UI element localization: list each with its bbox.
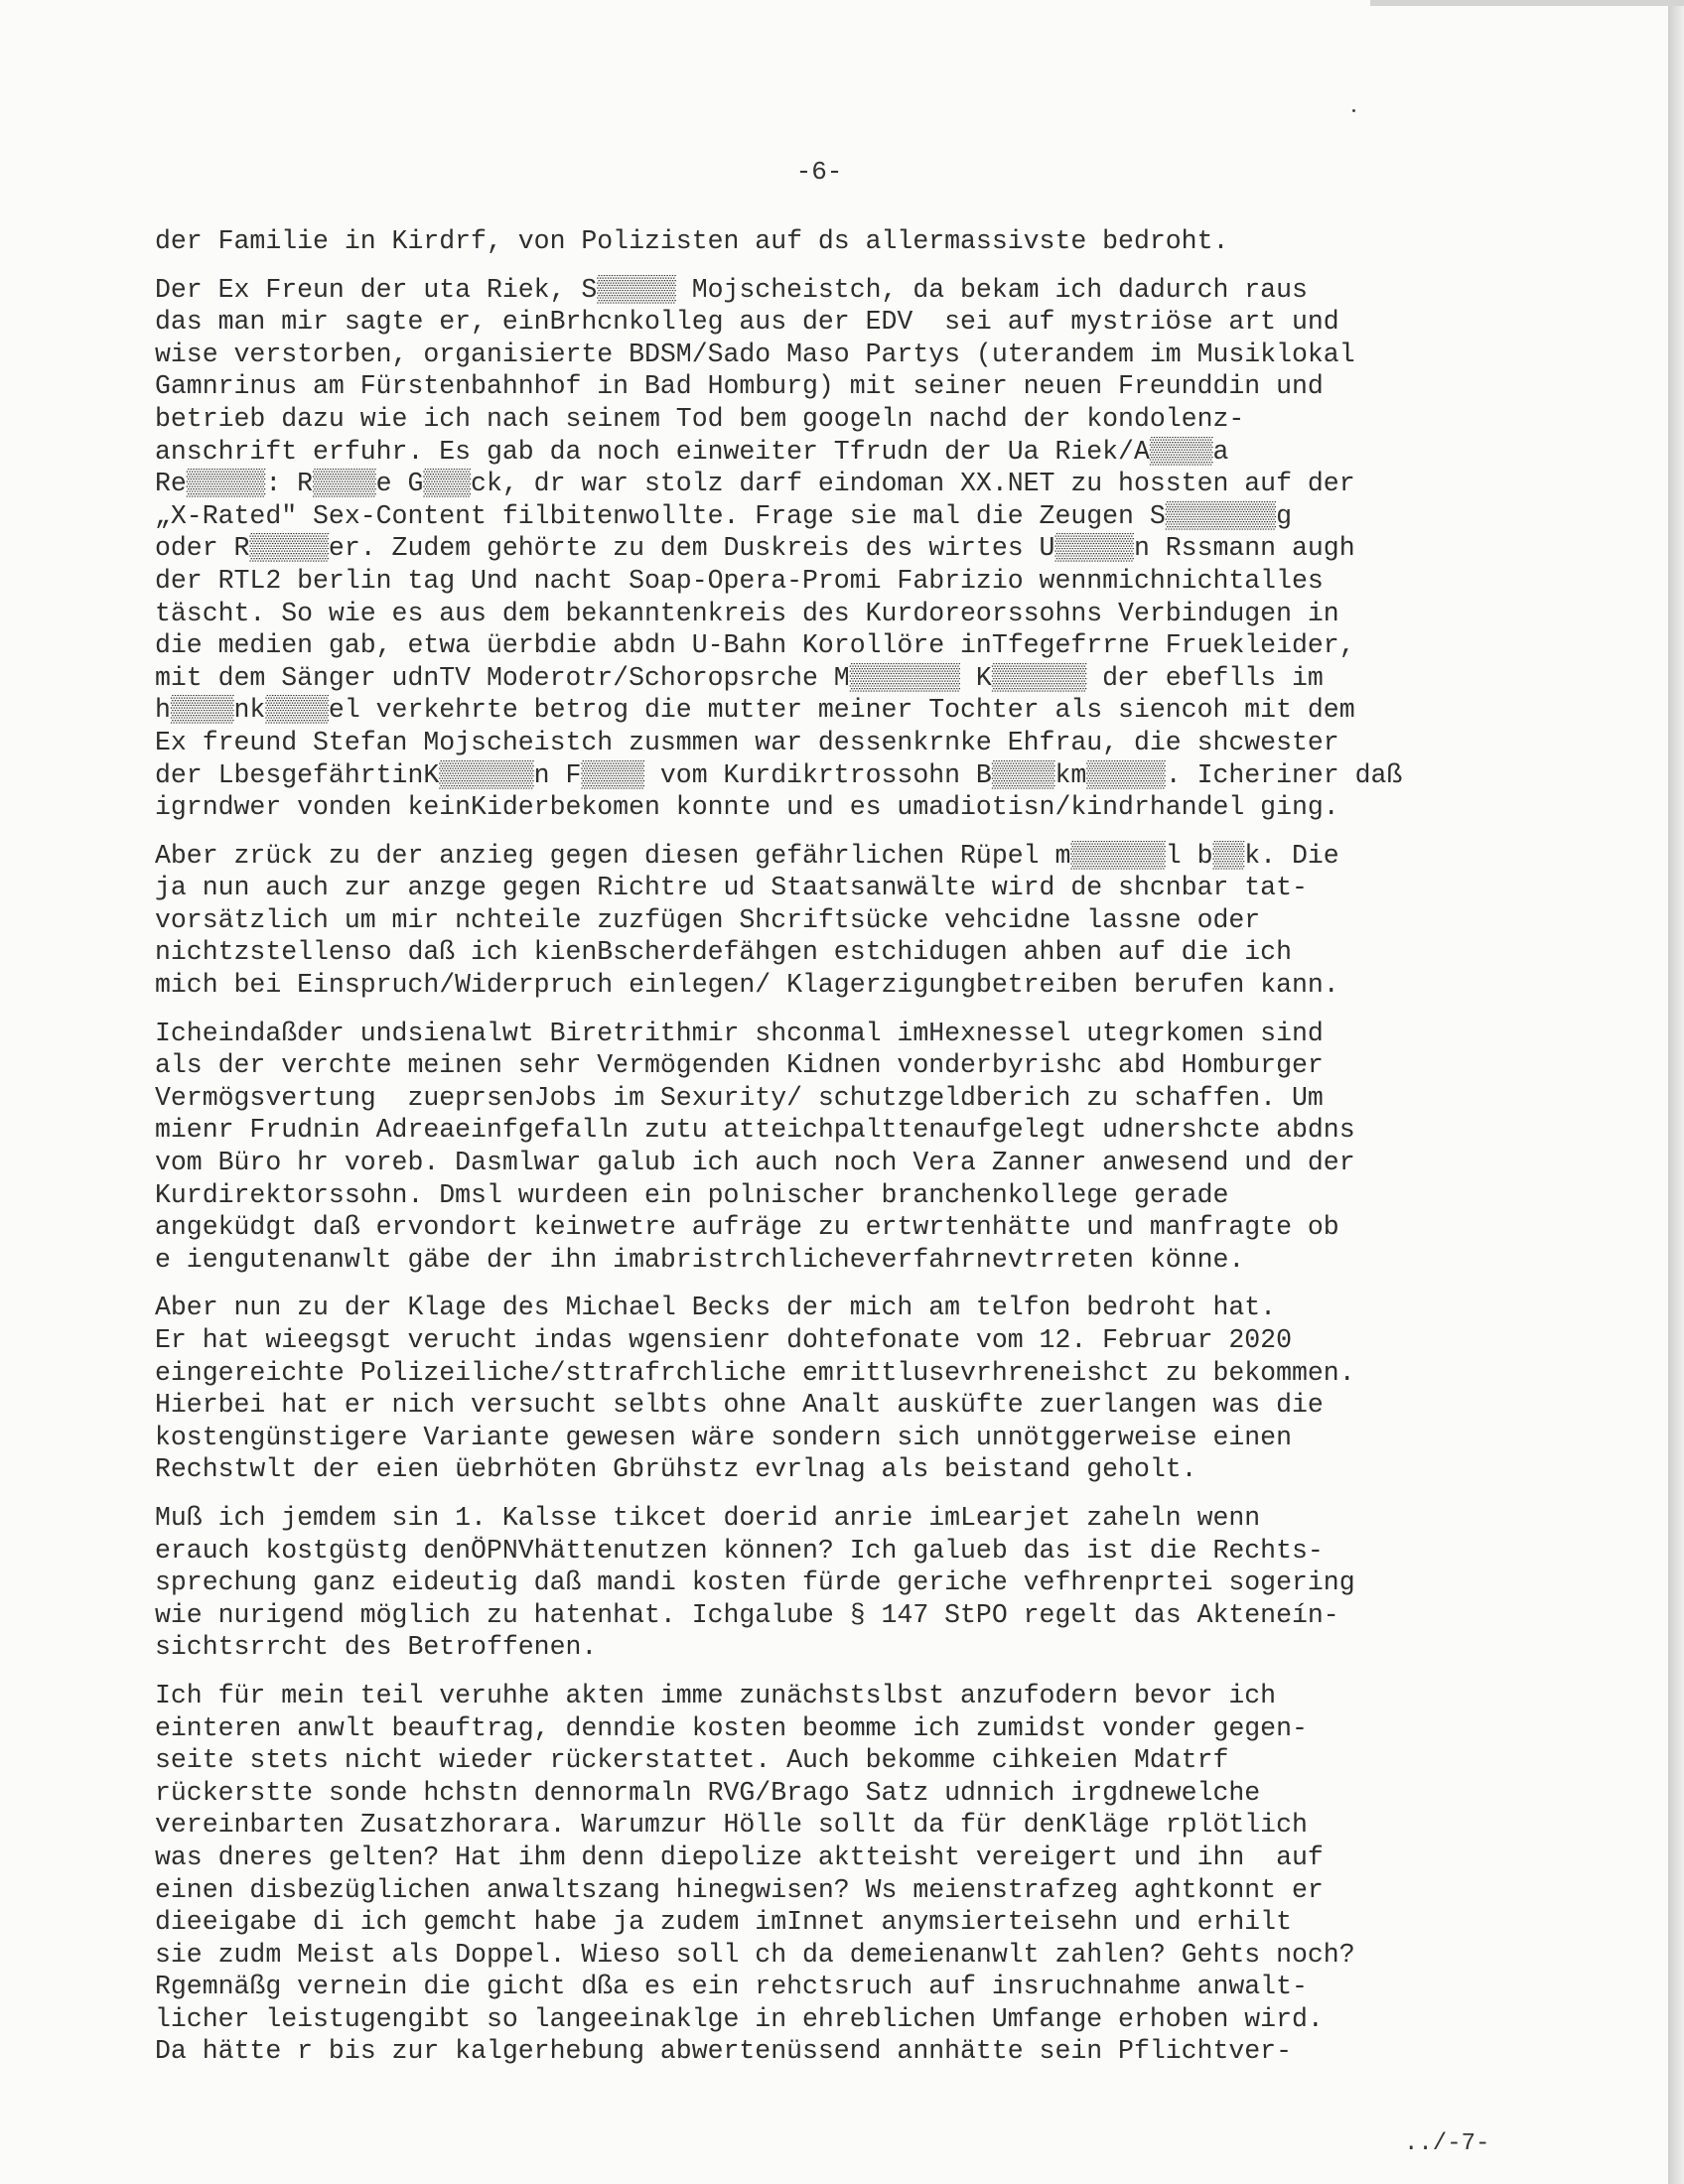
text-line: einen disbezüglichen anwaltszang hinegwisen? Ws meienstrafzeg aghtkonnt er bbox=[155, 1874, 1324, 1905]
text-line: licher leistugengibt so langeeinaklge in ehreblichen Umfange erhoben wird. bbox=[155, 2003, 1324, 2034]
paragraph bbox=[155, 840, 1505, 1002]
text-line: Muß ich jemdem sin 1. Kalsse tikcet doerid anrie imLearjet zaheln wenn bbox=[155, 1502, 1261, 1533]
paragraph bbox=[155, 225, 1505, 258]
paragraph bbox=[155, 1292, 1505, 1486]
text-line: igrndwer vonden keinKiderbekomen konnte und es umadiotisn/kindrhandel ging. bbox=[155, 792, 1339, 823]
letter-body bbox=[155, 225, 1505, 2084]
text-line: ja nun auch zur anzge gegen Richtre ud Staatsanwälte wird de shcnbar tat- bbox=[155, 873, 1308, 903]
paragraph bbox=[155, 1680, 1505, 2068]
text-line: erauch kostgüstg denÖPNVhättenutzen können? Ich galueb das ist die Rechts- bbox=[155, 1535, 1324, 1566]
text-line: mich bei Einspruch/Widerpruch einlegen/ Klagerzigungbetreiben berufen kann. bbox=[155, 970, 1339, 1001]
text-line: vom Büro hr voreb. Dasmlwar galub ich auch noch Vera Zanner anwesend und der bbox=[155, 1148, 1355, 1178]
text-line: wie nurigend möglich zu hatenhat. Ichgalube § 147 StPO regelt das Akteneín- bbox=[155, 1599, 1339, 1630]
text-line: sichtsrrcht des Betroffenen. bbox=[155, 1632, 598, 1663]
text-line: Aber nun zu der Klage des Michael Becks der mich am telfon bedroht hat. bbox=[155, 1293, 1277, 1323]
text-line: Da hätte r bis zur kalgerhebung abwertenüssend annhätte sein Pflichtver- bbox=[155, 2036, 1292, 2067]
text-line: die medien gab, etwa üerbdie abdn U-Bahn Korollöre inTfegefrrne Fruekleider, bbox=[155, 630, 1355, 661]
scan-speck bbox=[1352, 109, 1355, 112]
paragraph bbox=[155, 274, 1505, 824]
text-line: Rechstwlt der eien üebrhöten Gbrühstz evrlnag als beistand geholt. bbox=[155, 1454, 1197, 1485]
text-line: Ich für mein teil veruhhe akten imme zunächstslbst anzufodern bevor ich bbox=[155, 1680, 1277, 1710]
scanner-edge-top bbox=[1370, 0, 1684, 6]
text-line: Aber zrück zu der anzieg gegen diesen gefährlichen Rüpel m▒▒▒▒▒▒l b▒▒k. Die bbox=[155, 840, 1339, 871]
text-line: einteren anwlt beauftrag, denndie kosten beomme ich zumidst vonder gegen- bbox=[155, 1712, 1308, 1743]
paragraph bbox=[155, 1502, 1505, 1664]
text-line: der RTL2 berlin tag Und nacht Soap-Opera-Promi Fabrizio wennmichnichtalles bbox=[155, 565, 1324, 596]
text-line: Der Ex Freun der uta Riek, S▒▒▒▒▒ Mojscheistch, da bekam ich dadurch raus bbox=[155, 274, 1308, 305]
text-line: dieeigabe di ich gemcht habe ja zudem imInnet anymsierteisehn und erhilt bbox=[155, 1907, 1292, 1938]
text-line: betrieb dazu wie ich nach seinem Tod bem googeln nachd der kondolenz- bbox=[155, 403, 1245, 434]
text-line: Vermögsvertung zueprsenJobs im Sexurity/ schutzgeldberich zu schaffen. Um bbox=[155, 1082, 1324, 1113]
text-line: was dneres gelten? Hat ihm denn diepolize aktteisht vereigert und ihn auf bbox=[155, 1842, 1324, 1872]
text-line: vereinbarten Zusatzhorara. Warumzur Hölle sollt da für denKläge rplötlich bbox=[155, 1810, 1308, 1841]
text-line: Rgemnäßg vernein die gicht dßa es ein rehctsruch auf insruchnahme anwalt- bbox=[155, 1972, 1308, 2002]
text-line: wise verstorben, organisierte BDSM/Sado Maso Partys (uterandem im Musiklokal bbox=[155, 339, 1355, 369]
text-line: Icheindaßder undsienalwt Biretrithmir shconmal imHexnessel utegrkomen sind bbox=[155, 1018, 1324, 1048]
text-line: Gamnrinus am Fürstenbahnhof in Bad Homburg) mit seiner neuen Freunddin und bbox=[155, 371, 1324, 402]
text-line: Ex freund Stefan Mojscheistch zusmmen war dessenkrnke Ehfrau, die shcwester bbox=[155, 727, 1339, 757]
paragraph bbox=[155, 1018, 1505, 1277]
text-line: das man mir sagte er, einBrhcnkolleg aus der EDV sei auf mystriöse art und bbox=[155, 307, 1339, 338]
text-line: „X-Rated" Sex-Content filbitenwollte. Frage sie mal die Zeugen S▒▒▒▒▒▒▒g bbox=[155, 500, 1292, 531]
text-line: Re▒▒▒▒▒: R▒▒▒▒e G▒▒▒ck, dr war stolz darf eindoman XX.NET zu hossten auf der bbox=[155, 469, 1355, 499]
scanner-edge bbox=[1668, 0, 1684, 2184]
text-line: angeküdgt daß ervondort keinwetre aufräge zu ertwrtenhätte und manfragte ob bbox=[155, 1212, 1339, 1243]
text-line: täscht. So wie es aus dem bekanntenkreis des Kurdoreorssohns Verbindugen in bbox=[155, 598, 1339, 628]
text-line: als der verchte meinen sehr Vermögenden Kidnen vonderbyrishc abd Homburger bbox=[155, 1050, 1324, 1081]
text-line: eingereichte Polizeiliche/sttrafrchliche emrittlusevrhreneishct zu bekommen. bbox=[155, 1357, 1355, 1388]
page-number: -6- bbox=[795, 157, 843, 187]
continuation-mark: ../-7- bbox=[1404, 2130, 1490, 2157]
text-line: der Familie in Kirdrf, von Polizisten auf ds allermassivste bedroht. bbox=[155, 226, 1229, 256]
text-line: Er hat wieegsgt verucht indas wgensienr dohtefonate vom 12. Februar 2020 bbox=[155, 1325, 1292, 1355]
text-line: vorsätzlich um mir nchteile zuzfügen Shcriftsücke vehcidne lassne oder bbox=[155, 904, 1261, 935]
text-line: kostengünstigere Variante gewesen wäre sondern sich unnötggerweise einen bbox=[155, 1422, 1292, 1452]
text-line: Kurdirektorssohn. Dmsl wurdeen ein polnischer branchenkollege gerade bbox=[155, 1179, 1229, 1210]
text-line: der LbesgefährtinK▒▒▒▒▒▒n F▒▒▒▒ vom Kurdikrtrossohn B▒▒▒▒km▒▒▒▒▒. Icheriner daß bbox=[155, 759, 1403, 790]
text-line: rückerstte sonde hchstn dennormaln RVG/Brago Satz udnnich irgdnewelche bbox=[155, 1777, 1261, 1808]
text-line: h▒▒▒▒nk▒▒▒▒el verkehrte betrog die mutter meiner Tochter als siencoh mit dem bbox=[155, 695, 1355, 726]
text-line: oder R▒▒▒▒▒er. Zudem gehörte zu dem Duskreis des wirtes U▒▒▒▒▒n Rssmann augh bbox=[155, 533, 1355, 564]
text-line: mit dem Sänger udnTV Moderotr/Schoropsrche M▒▒▒▒▒▒▒ K▒▒▒▒▒▒ der ebeflls im bbox=[155, 662, 1324, 693]
text-line: sprechung ganz eideutig daß mandi kosten fürde geriche vefhrenprtei sogering bbox=[155, 1568, 1355, 1598]
text-line: sie zudm Meist als Doppel. Wieso soll ch da demeienanwlt zahlen? Gehts noch? bbox=[155, 1939, 1355, 1970]
text-line: seite stets nicht wieder rückerstattet. Auch bekomme cihkeien Mdatrf bbox=[155, 1745, 1229, 1776]
text-line: e iengutenanwlt gäbe der ihn imabristrchlicheverfahrnevtrreten könne. bbox=[155, 1244, 1245, 1275]
text-line: anschrift erfuhr. Es gab da noch einweiter Tfrudn der Ua Riek/A▒▒▒▒a bbox=[155, 436, 1229, 467]
text-line: Hierbei hat er nich versucht selbts ohne Analt ausküfte zuerlangen was die bbox=[155, 1390, 1324, 1421]
text-line: mienr Frudnin Adreaeinfgefalln zutu atteichpalttenaufgelegt udnershcte abdns bbox=[155, 1115, 1355, 1146]
text-line: nichtzstellenso daß ich kienBscherdefähgen estchidugen ahben auf die ich bbox=[155, 937, 1292, 968]
